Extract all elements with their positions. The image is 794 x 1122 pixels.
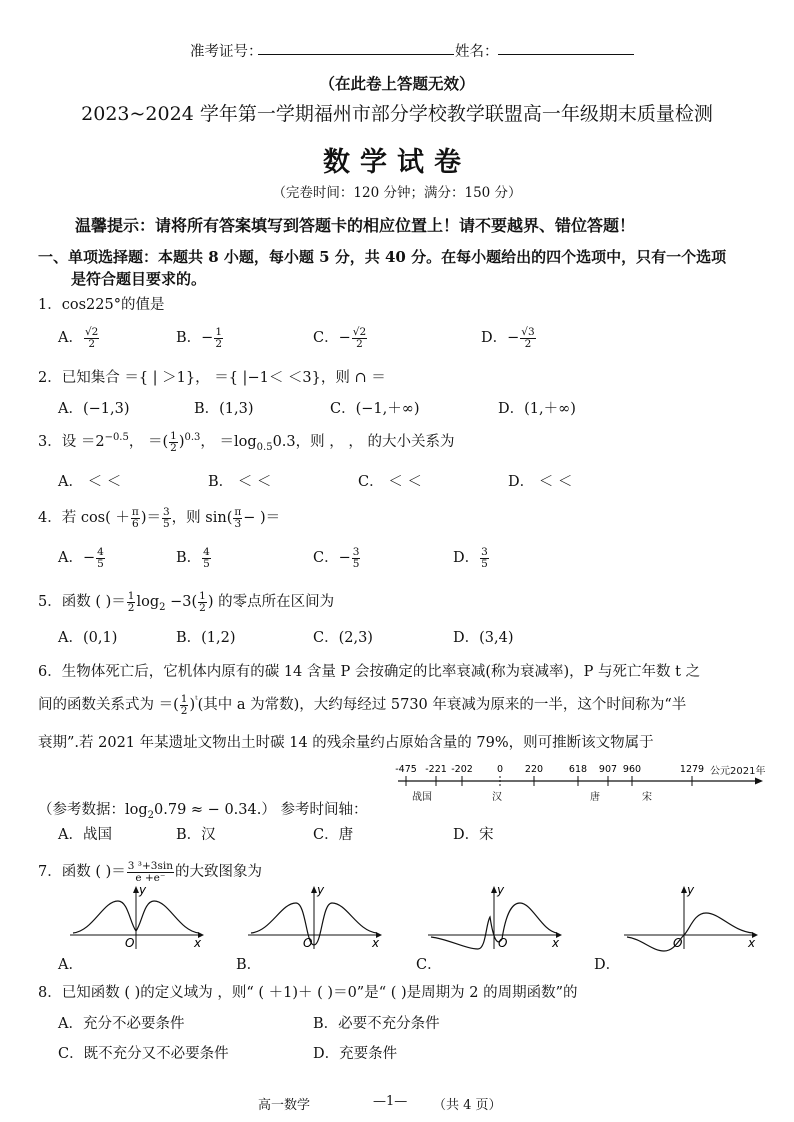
- timeline-end-label: 公元2021年: [710, 766, 766, 777]
- q2-stem: 2．已知集合 ＝{ | ＞1}， ＝{ |−1＜ ＜3}，则 ∩ ＝: [38, 370, 386, 386]
- q4-option-d: D． $\frac{3}{5}$: [453, 545, 488, 570]
- q7-graph-d: [622, 883, 762, 953]
- q3-option-c: C． ＜ ＜: [358, 474, 422, 490]
- section-heading-cont: 是符合题目要求的。: [71, 270, 207, 288]
- q7-option-d: D．: [594, 957, 621, 973]
- q6-reference: （参考数据：$\log_20.79$ ≈ − 0.34.） 参考时间轴：: [38, 802, 368, 821]
- q8-option-c: C．既不充分又不必要条件: [58, 1046, 229, 1062]
- q6-line2: 间的函数关系式为 ＝( $\frac{1}{2}$ )$^ᵗ$(其中 a 为常数)，大约每经过 5730 年衰减为原来的一半，这个时间称为“半: [38, 692, 687, 717]
- q1-option-b: B．− $\frac{1}{2}$: [176, 325, 222, 350]
- q8-option-b: B．必要不充分条件: [313, 1016, 440, 1032]
- q7-option-c: C．: [416, 957, 442, 973]
- timeline-tick-label: -221: [425, 764, 447, 775]
- timeline-era-tang: 唐: [590, 792, 600, 802]
- exam-id-label: 准考证号：: [190, 44, 263, 60]
- footer-total: （共 4 页）: [433, 1098, 502, 1113]
- svg-text:y: y: [317, 883, 325, 897]
- timeline-era-warring-states: 战国: [412, 792, 432, 802]
- q3-option-d: D． ＜ ＜: [508, 474, 573, 490]
- name-blank: [498, 40, 634, 57]
- timeline-tick-label: -202: [451, 764, 473, 775]
- svg-text:O: O: [498, 936, 508, 950]
- q4-option-b: B． $\frac{4}{5}$: [176, 545, 210, 570]
- q3-stem: 3．设 $=2^{-0.5}$， ＝( $\frac{1}{2}$ )$^{0.3}$， $=\log_{0.5}0.3$，则 ， ， 的大小关系为: [38, 429, 455, 454]
- q5-option-d: D．(3,4): [453, 630, 514, 646]
- q5-option-a: A．(0,1): [58, 630, 118, 646]
- name-label: 姓名：: [455, 44, 499, 60]
- timeline-tick-label: 618: [568, 764, 588, 775]
- exam-id-blank: [258, 40, 454, 57]
- q8-stem: 8．已知函数 ( )的定义域为 ，则“ ( ＋1)＋ ( )＝0”是“ ( )是周期为 2 的周期函数”的: [38, 985, 578, 1001]
- reference-timeline: [392, 760, 772, 802]
- q2-option-a: A．(−1,3): [58, 401, 130, 417]
- subject-title: 数学试卷: [323, 147, 471, 178]
- q1-option-a: A． $\frac{√2}{2}$: [58, 325, 99, 350]
- q7-graph-c: [426, 883, 566, 953]
- q5-stem: 5．函数 ( )＝ $\frac{1}{2}$ $\log_2 -3$( $\frac{1}{2}$ ) 的零点所在区间为: [38, 589, 335, 614]
- timeline-tick-label: 0: [496, 764, 504, 775]
- q6-option-b: B．汉: [176, 827, 216, 843]
- q1-option-c: C．− $\frac{√2}{2}$: [313, 325, 367, 350]
- timeline-tick-label: 907: [598, 764, 618, 775]
- timeline-era-han: 汉: [492, 792, 502, 802]
- exam-meta: （完卷时间：120 分钟；满分：150 分）: [272, 185, 522, 201]
- q4-option-c: C．− $\frac{3}{5}$: [313, 545, 360, 570]
- q7-option-a: A．: [58, 957, 83, 973]
- q6-option-d: D．宋: [453, 827, 494, 843]
- q4-stem: 4．若 cos( ＋ $\frac{\pi}{6}$ )＝ $\frac{3}{5}$ ，则 sin( $\frac{\pi}{3}$ − )＝: [38, 505, 281, 530]
- svg-text:x: x: [748, 936, 756, 950]
- q6-line3: 衰期”.若 2021 年某遗址文物出土时碳 14 的残余量约占原始含量的 79%，则可推断该文物属于: [38, 735, 654, 751]
- timeline-tick-label: 960: [622, 764, 642, 775]
- svg-text:x: x: [552, 936, 560, 950]
- warm-tip: 温馨提示：请将所有答案填写到答题卡的相应位置上！请不要越界、错位答题！: [75, 216, 636, 235]
- q1-option-d: D．− $\frac{√3}{2}$: [481, 325, 535, 350]
- svg-text:O: O: [303, 936, 313, 950]
- q5-option-b: B．(1,2): [176, 630, 236, 646]
- svg-text:O: O: [125, 936, 135, 950]
- svg-text:y: y: [687, 883, 695, 897]
- q3-option-b: B． ＜ ＜: [208, 474, 272, 490]
- q3-option-a: A． ＜ ＜: [58, 474, 122, 490]
- timeline-tick-label: 1279: [679, 764, 705, 775]
- q4-option-a: A．− $\frac{4}{5}$: [58, 545, 104, 570]
- q7-stem: 7．函数 ( )＝ $\frac{\text{3 ³+3sin}}{e +e^-}$ 的大致图象为: [38, 859, 262, 884]
- q6-line1: 6．生物体死亡后，它机体内原有的碳 14 含量 P 会按确定的比率衰减(称为衰减率)，P 与死亡年数 t 之: [38, 664, 701, 680]
- exam-name: 2023~2024 学年第一学期福州市部分学校教学联盟高一年级期末质量检测: [81, 103, 713, 125]
- invalid-note: （在此卷上答题无效）: [319, 74, 475, 93]
- svg-text:O: O: [673, 936, 683, 950]
- q7-option-b: B．: [236, 957, 262, 973]
- footer-page: —1—: [373, 1094, 408, 1109]
- q6-option-c: C．唐: [313, 827, 354, 843]
- q8-option-a: A．充分不必要条件: [58, 1016, 185, 1032]
- q5-option-c: C．(2,3): [313, 630, 373, 646]
- svg-text:y: y: [497, 883, 505, 897]
- q8-option-d: D．充要条件: [313, 1046, 398, 1062]
- timeline-era-song: 宋: [642, 792, 652, 802]
- section-heading: 一、单项选择题：本题共 8 小题，每小题 5 分，共 40 分。在每小题给出的四个选项中，只有一个选项: [38, 248, 727, 266]
- q2-option-d: D．(1,＋∞): [498, 401, 576, 417]
- q1-stem: 1．cos225°的值是: [38, 297, 165, 313]
- timeline-tick-label: -475: [395, 764, 417, 775]
- q6-option-a: A．战国: [58, 827, 112, 843]
- footer-subject: 高一数学: [258, 1098, 311, 1113]
- q7-graph-a: [68, 883, 208, 953]
- q2-option-b: B．(1,3): [194, 401, 254, 417]
- q7-graph-b: [246, 883, 386, 953]
- q2-option-c: C．(−1,＋∞): [330, 401, 420, 417]
- svg-text:x: x: [372, 936, 380, 950]
- timeline-tick-label: 220: [524, 764, 544, 775]
- svg-text:y: y: [139, 883, 147, 897]
- svg-text:x: x: [194, 936, 202, 950]
